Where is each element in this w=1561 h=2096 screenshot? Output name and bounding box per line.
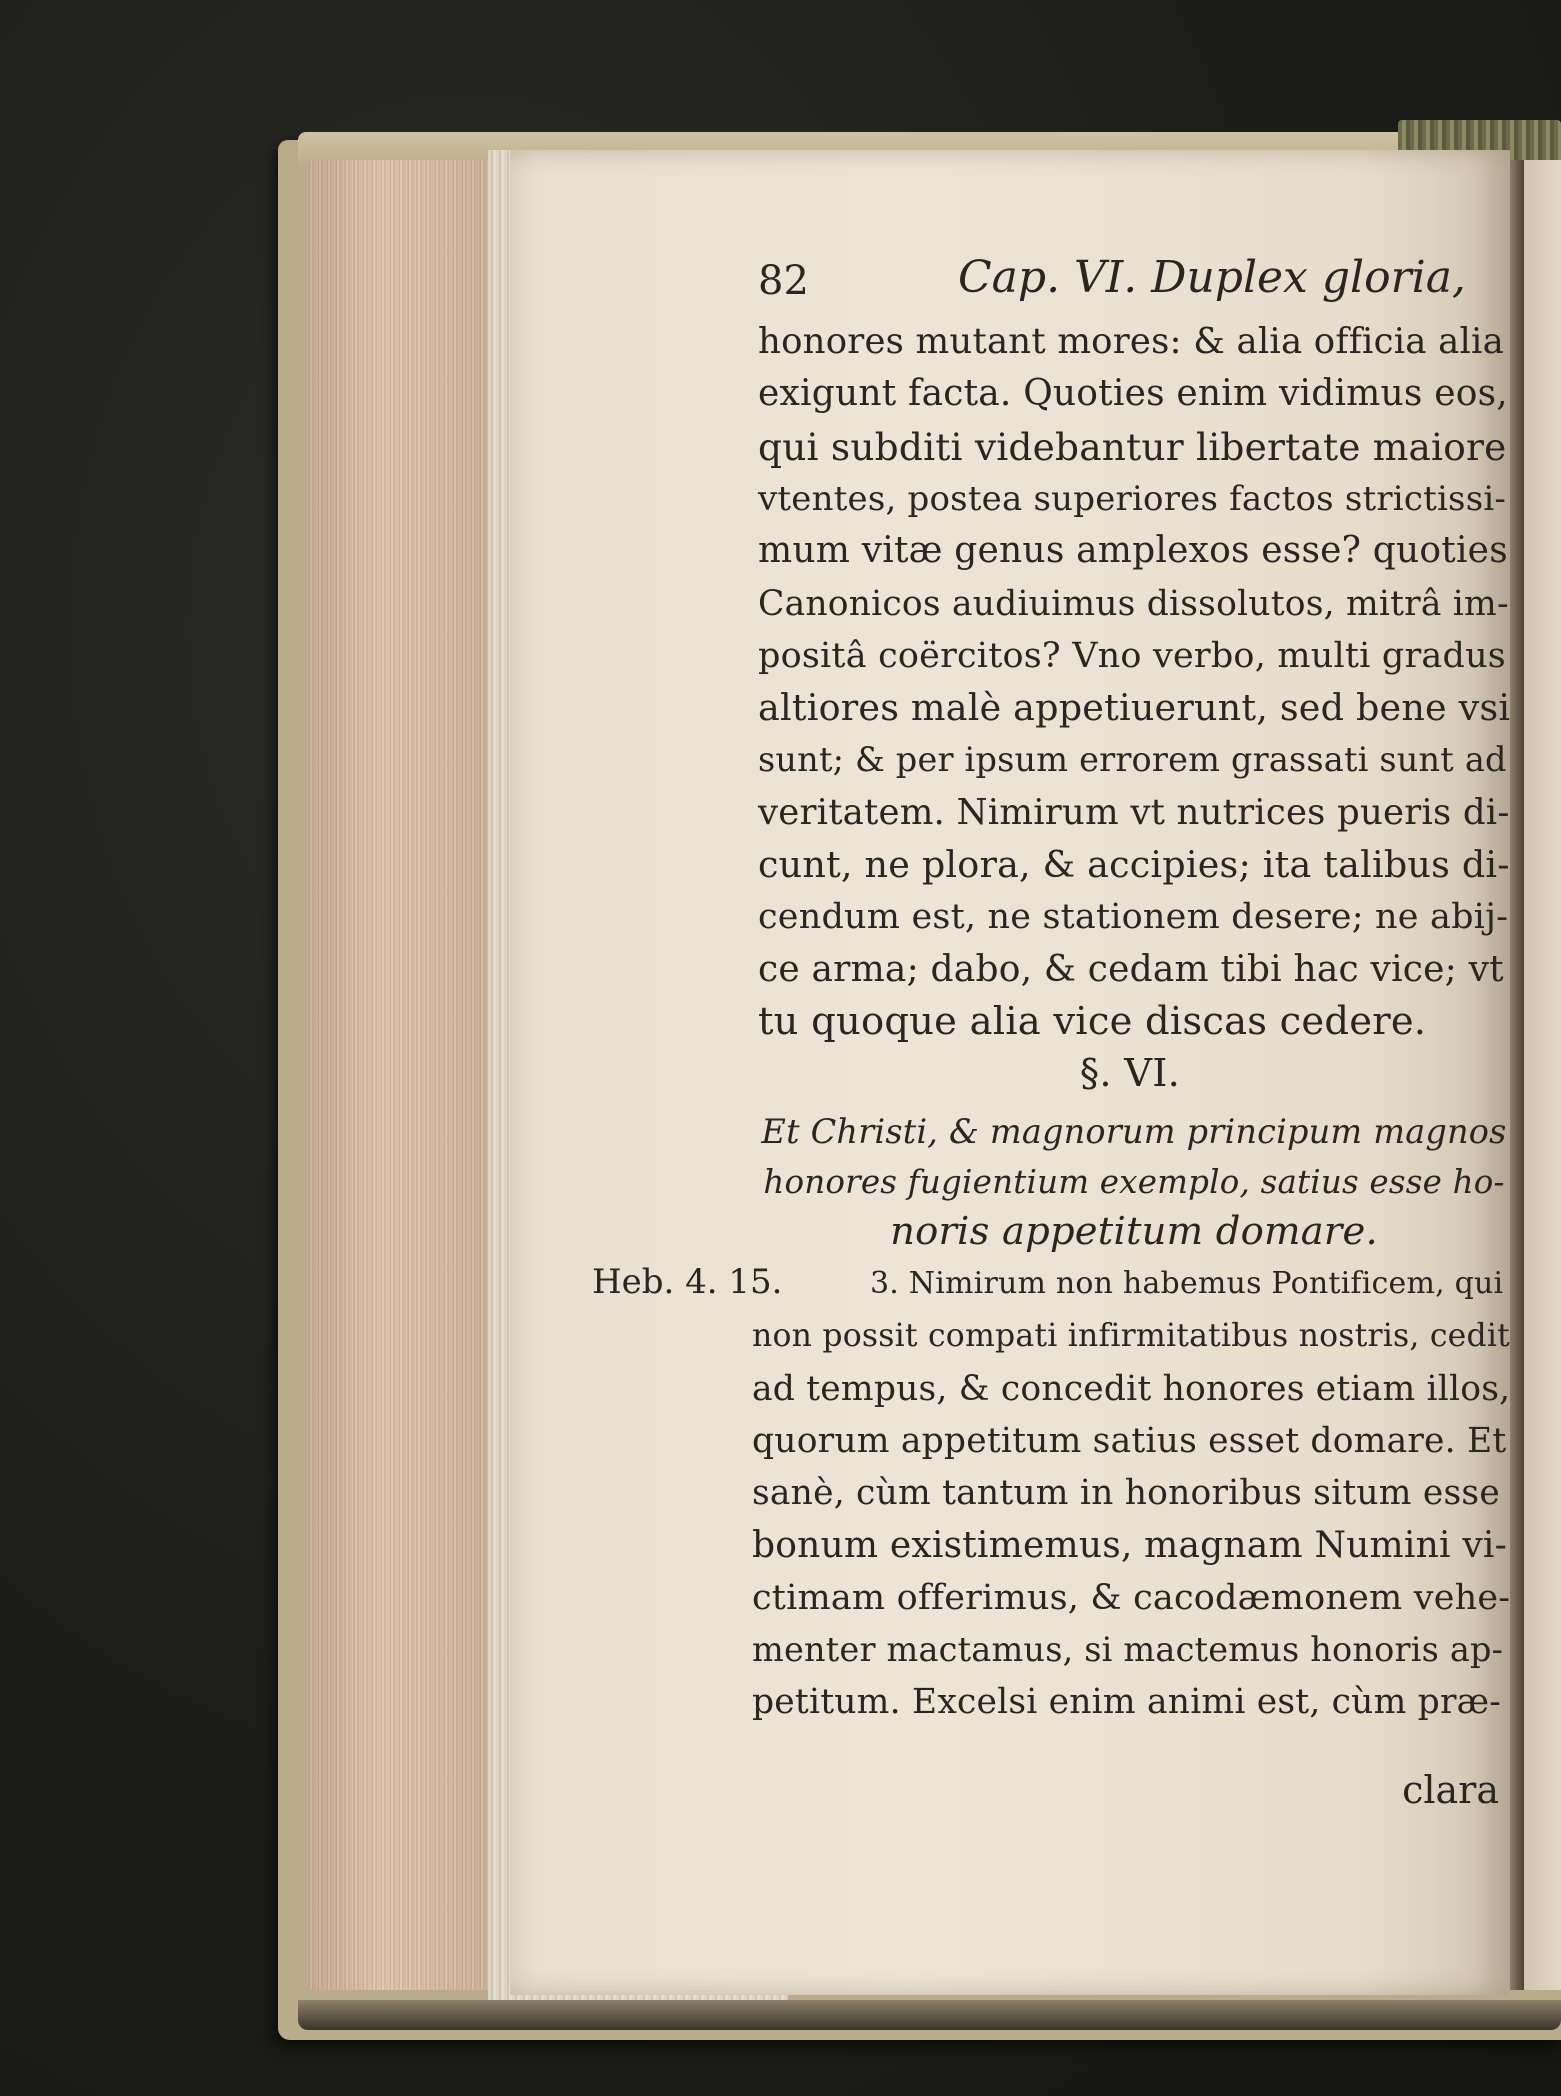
catchword: clara <box>1402 1768 1499 1812</box>
margin-reference: Heb. 4. 15. <box>592 1262 783 1302</box>
text-line: vtentes, postea superiores factos strictissi- <box>758 478 1507 519</box>
paragraph-line: ctimam offerimus, & cacodæmonem vehe- <box>752 1577 1511 1618</box>
heading-line: honores fugientium exemplo, satius esse ho- <box>763 1163 1505 1201</box>
text-line: mum vitæ genus amplexos esse? quoties <box>758 530 1508 572</box>
page-number: 82 <box>758 258 809 304</box>
text-line: ce arma; dabo, & cedam tibi hac vice; vt <box>758 948 1504 990</box>
text-line: veritatem. Nimirum vt nutrices pueris di- <box>758 791 1510 833</box>
gutter <box>1510 160 1524 1990</box>
text-line: exigunt facta. Quoties enim vidimus eos, <box>758 373 1508 415</box>
heading-line: noris appetitum domare. <box>890 1209 1378 1254</box>
text-line: cendum est, ne stationem desere; ne abij- <box>758 897 1509 938</box>
text-line: qui subditi videbantur libertate maiore <box>758 424 1507 469</box>
paragraph-line: non possit compati infirmitatibus nostris, cedit <box>752 1318 1511 1355</box>
facing-page-edge <box>1524 160 1561 1990</box>
text-line: cunt, ne plora, & accipies; ita talibus di- <box>758 843 1510 886</box>
bottom-edge <box>298 2000 1561 2030</box>
text-line: honores mutant mores: & alia officia alia <box>758 321 1504 362</box>
heading-line: Et Christi, & magnorum principum magnos <box>761 1112 1507 1151</box>
fore-edge-shade <box>306 160 496 1990</box>
paragraph-line: petitum. Excelsi enim animi est, cùm præ- <box>752 1682 1502 1723</box>
paragraph-line: bonum existimemus, magnam Numini vi- <box>752 1524 1507 1566</box>
text-line: altiores malè appetiuerunt, sed bene vsi <box>758 686 1511 730</box>
text-line: tu quoque alia vice discas cedere. <box>758 998 1427 1044</box>
paragraph-line: 3. Nimirum non habemus Pontificem, qui <box>870 1266 1504 1301</box>
paragraph-line: quorum appetitum satius esset domare. Et <box>752 1420 1507 1461</box>
text-line: positâ coërcitos? Vno verbo, multi gradus <box>758 635 1506 676</box>
text-line: sunt; & per ipsum errorem grassati sunt ad <box>758 740 1507 780</box>
faded-library-stamp <box>740 1738 920 1776</box>
paragraph-line: menter mactamus, si mactemus honoris ap- <box>752 1630 1504 1670</box>
section-mark: §. VI. <box>1079 1051 1181 1096</box>
text-line: Canonicos audiuimus dissolutos, mitrâ im- <box>758 583 1509 624</box>
paragraph-line: sanè, cùm tantum in honoribus situm esse <box>752 1473 1500 1514</box>
running-title: Cap. VI. Duplex gloria, <box>958 252 1466 303</box>
paragraph-line: ad tempus, & concedit honores etiam illos, <box>752 1368 1511 1409</box>
